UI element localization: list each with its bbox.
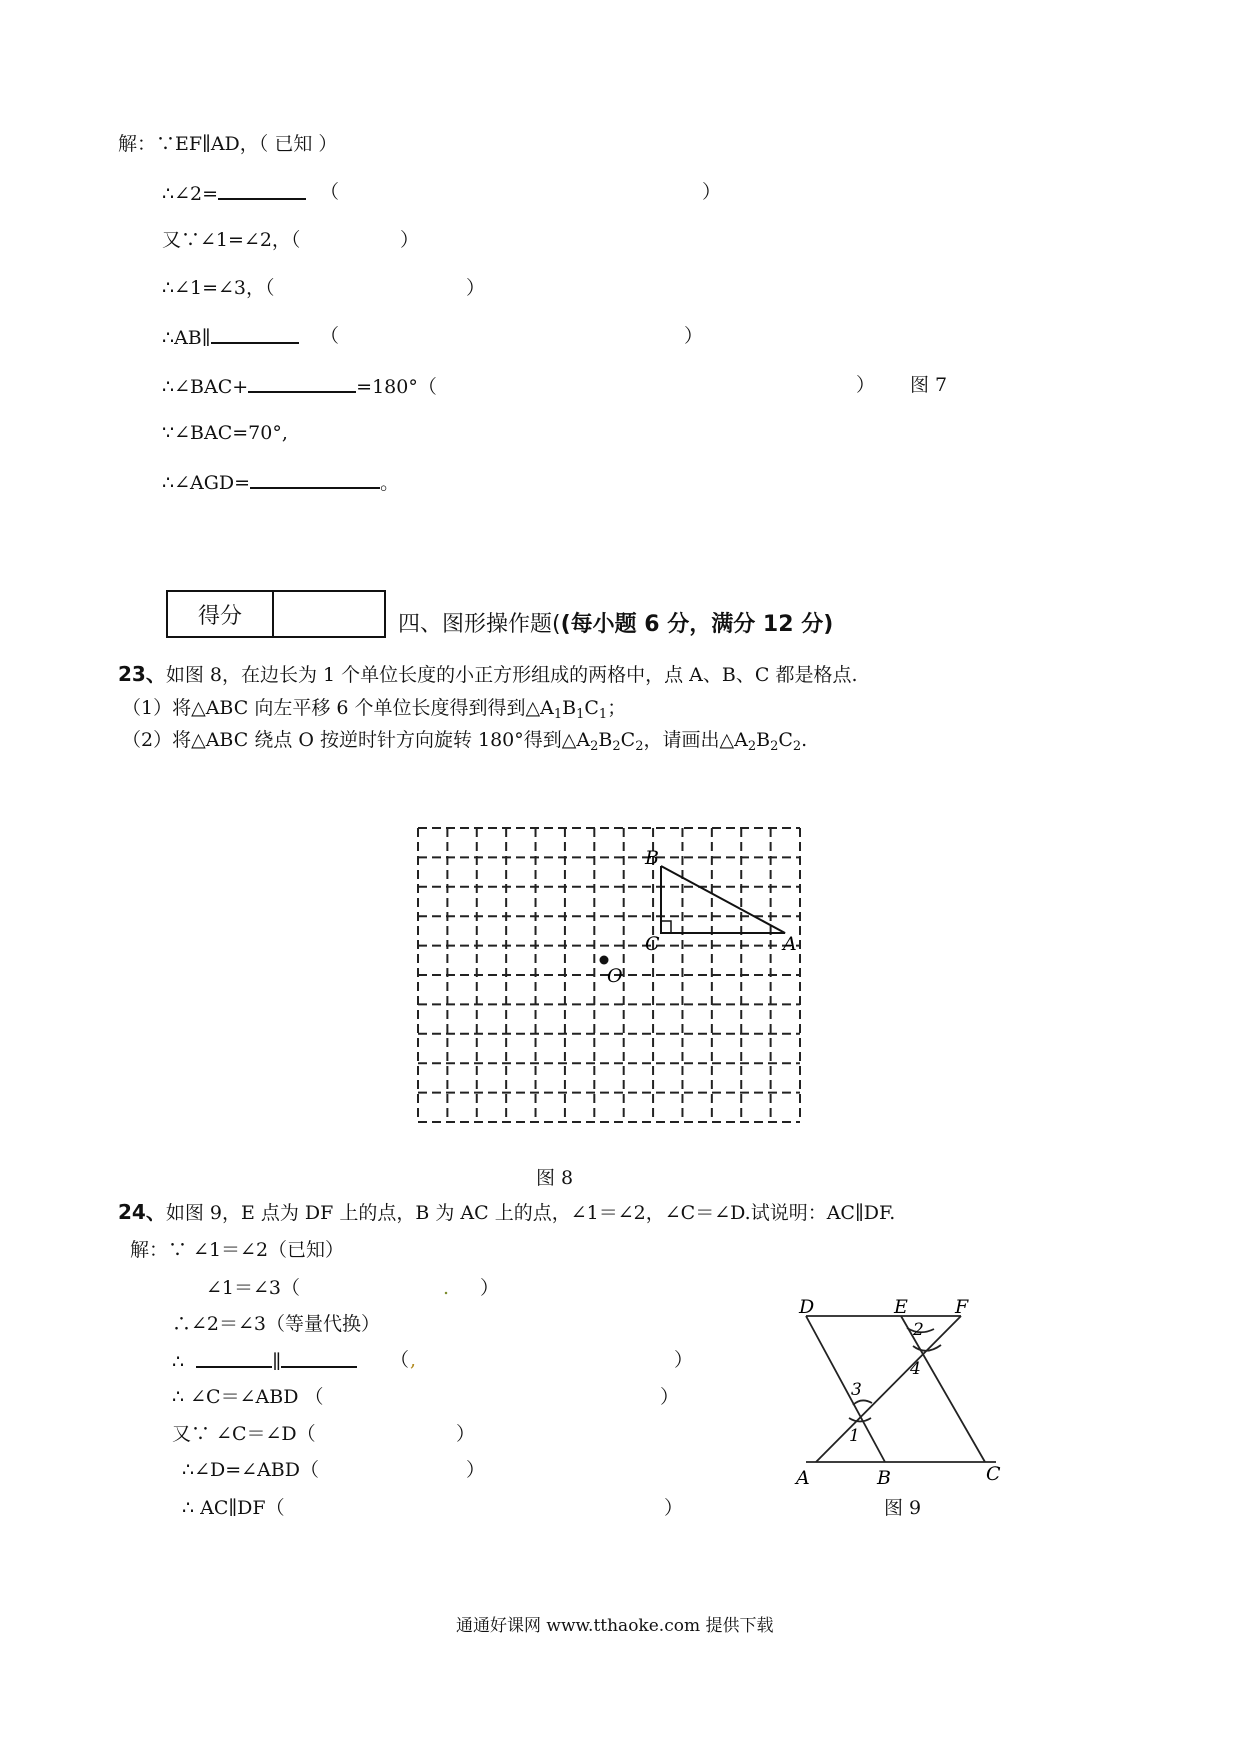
q22-line-3: 又∵∠1=∠2，（ bbox=[162, 229, 301, 251]
section-4-title: 四、图形操作题((每小题 6 分，满分 12 分) bbox=[398, 612, 834, 637]
label-f: F bbox=[955, 1296, 969, 1318]
score-label: 得分 bbox=[167, 591, 273, 637]
q22-line-4-close: ） bbox=[466, 277, 486, 299]
label-a: A bbox=[783, 933, 797, 955]
figure-9-caption: 图 9 bbox=[884, 1497, 922, 1519]
q24-line-1: 解：∵ ∠1＝∠2（已知） bbox=[130, 1239, 345, 1261]
q24-line-4-dot: , bbox=[410, 1349, 417, 1371]
q24-line-5-close: ） bbox=[660, 1386, 680, 1408]
q22-line-8: ∴∠AGD= 。 bbox=[162, 469, 399, 495]
q23-part-1: （1）将△ABC 向左平移 6 个单位长度得到得到$\triangle A_1B_1C_1$； bbox=[122, 697, 627, 722]
angle-mark-3 bbox=[853, 1400, 872, 1405]
q24-line-7: ∴∠D=∠ABD（ bbox=[182, 1459, 319, 1481]
q22-line-5-open: （ bbox=[320, 325, 340, 347]
q24-line-8-close: ） bbox=[664, 1497, 684, 1519]
q24-line-7-close: ） bbox=[466, 1459, 486, 1481]
label-2: 2 bbox=[913, 1320, 924, 1340]
label-d: D bbox=[799, 1296, 815, 1318]
q24-line-2: ∠1＝∠3（ bbox=[206, 1277, 301, 1299]
q22-line-6: ∴∠BAC+ =180°（ bbox=[162, 373, 437, 399]
q22-line-5: ∴AB∥ bbox=[162, 324, 299, 350]
q24-line-3: ∴∠2＝∠3（等量代换） bbox=[172, 1313, 381, 1335]
q24-line-4-close: ） bbox=[674, 1349, 694, 1371]
label-c-fig9: C bbox=[986, 1463, 1001, 1485]
q24-line-4: ∴ ∥ bbox=[172, 1348, 357, 1374]
label-1: 1 bbox=[849, 1426, 860, 1446]
q22-line-6-close: ） bbox=[856, 374, 876, 396]
q24-line-2-close: ） bbox=[480, 1277, 500, 1299]
q24-line-8: ∴ AC∥DF（ bbox=[182, 1497, 285, 1519]
q24-line-4-open: （ bbox=[390, 1349, 410, 1371]
figure-9 bbox=[806, 1316, 996, 1462]
label-e: E bbox=[894, 1296, 908, 1318]
q22-line-1: 解：∵EF∥AD，（ 已知 ） bbox=[118, 133, 338, 155]
q22-line-3-close: ） bbox=[400, 229, 420, 251]
answer-blank[interactable] bbox=[196, 1348, 272, 1368]
q24-line-2-dot: . bbox=[443, 1277, 450, 1299]
label-c: C bbox=[645, 933, 660, 955]
label-b-fig9: B bbox=[877, 1467, 891, 1489]
segment-ef bbox=[816, 1316, 961, 1462]
q22-reason-close: ） bbox=[702, 181, 722, 203]
q23-stem: 23、如图 8，在边长为 1 个单位长度的小正方形组成的两格中，点 A、B、C 都是格点. bbox=[118, 662, 858, 686]
q24-stem: 24、如图 9，E 点为 DF 上的点，B 为 AC 上的点，∠1＝∠2，∠C＝∠D.试说明：AC∥DF. bbox=[118, 1200, 896, 1224]
page-footer: 通通好课网 www.tthaoke.com 提供下载 bbox=[456, 1616, 774, 1636]
q23-part-2: （2）将△ABC 绕点 O 按逆时针方向旋转 180°得到$\triangle A_2B_2C_2$，请画出$\triangle A_2B_2C_2$. bbox=[122, 729, 808, 754]
q22-line-2: ∴∠2= bbox=[162, 180, 306, 206]
point-o bbox=[600, 956, 609, 965]
q22-line-7: ∵∠BAC=70°, bbox=[162, 422, 288, 444]
q24-line-5: ∴ ∠C＝∠ABD （ bbox=[172, 1386, 324, 1408]
label-3: 3 bbox=[851, 1380, 862, 1400]
label-b: B bbox=[645, 847, 659, 869]
label-o: O bbox=[607, 965, 623, 987]
figure-7-caption: 图 7 bbox=[910, 374, 948, 396]
figure-8-caption: 图 8 bbox=[536, 1167, 574, 1189]
answer-blank[interactable] bbox=[281, 1348, 357, 1368]
q24-line-6: 又∵ ∠C＝∠D（ bbox=[172, 1423, 316, 1445]
label-4: 4 bbox=[910, 1359, 921, 1379]
q22-reason-open: （ bbox=[320, 181, 340, 203]
q24-line-6-close: ） bbox=[456, 1423, 476, 1445]
triangle-abc bbox=[661, 866, 785, 933]
segment-da bbox=[806, 1316, 885, 1462]
label-a-fig9: A bbox=[796, 1467, 810, 1489]
right-angle-mark bbox=[661, 921, 671, 933]
q22-line-4: ∴∠1=∠3，（ bbox=[162, 277, 275, 299]
q22-line-5-close: ） bbox=[684, 325, 704, 347]
